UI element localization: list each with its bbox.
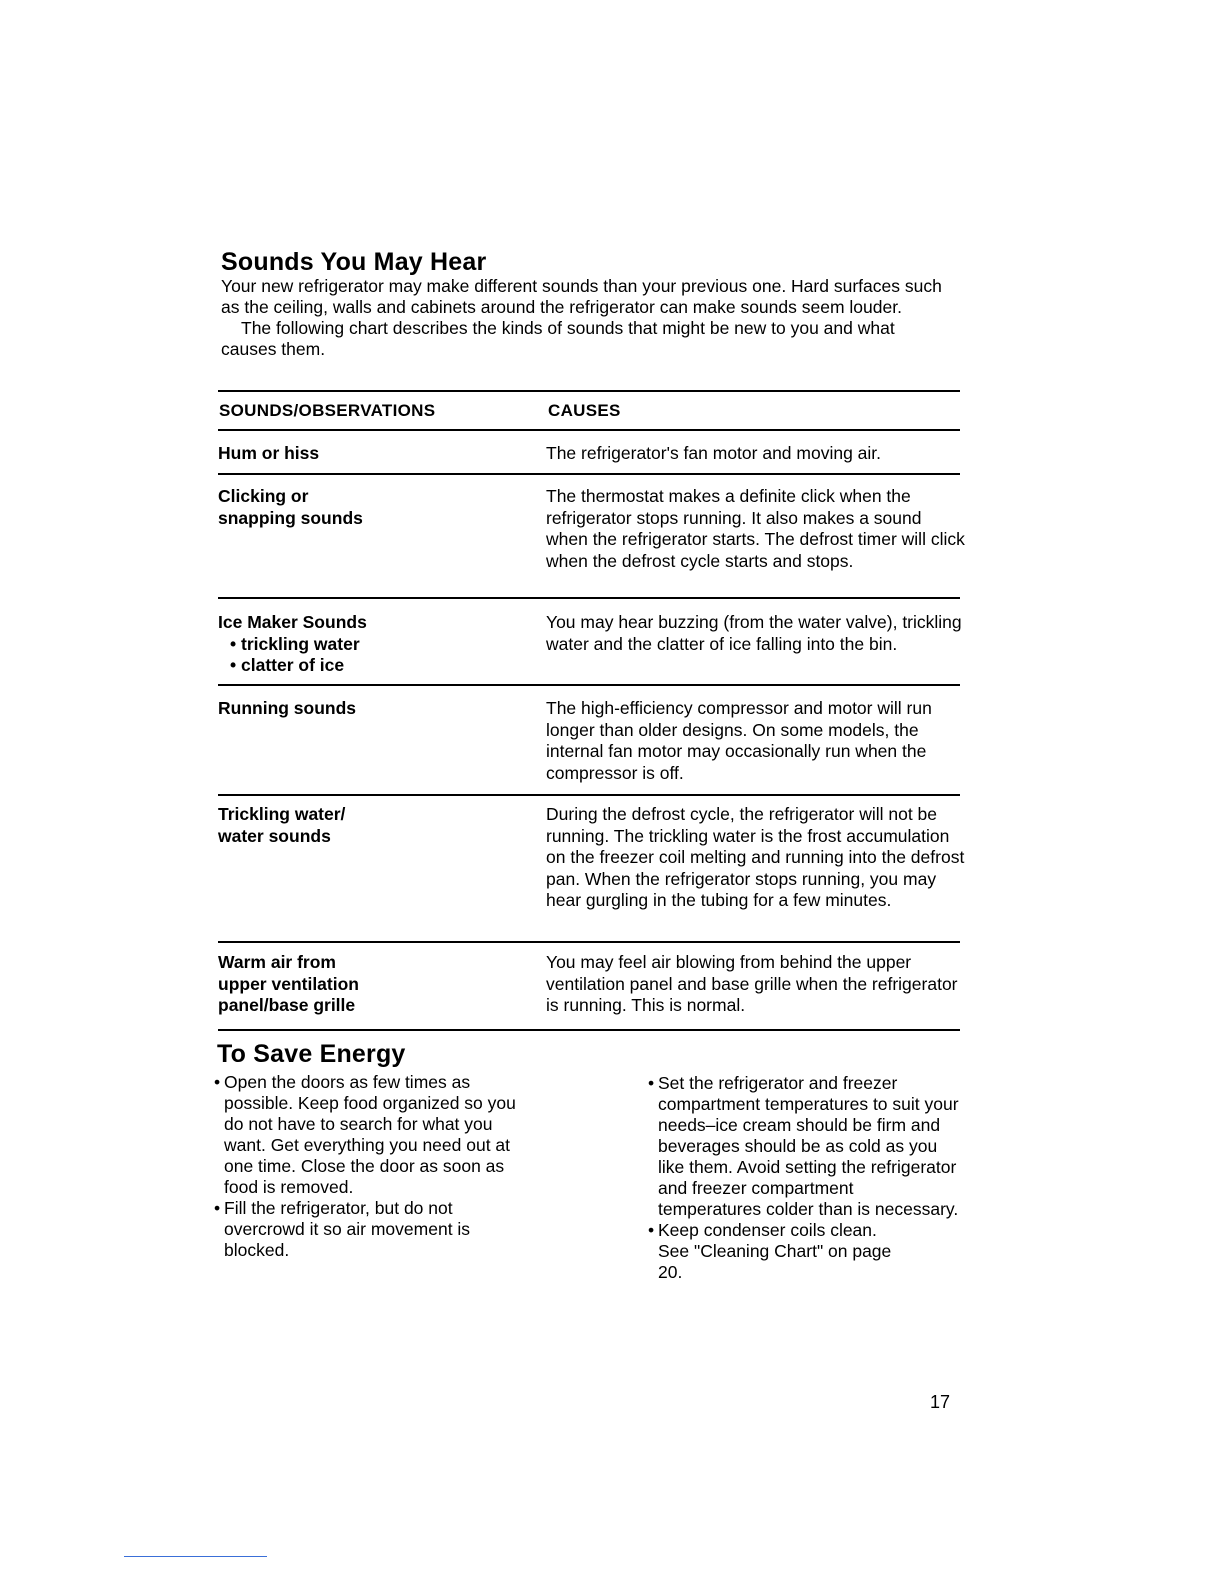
table-top-rule: [218, 390, 960, 392]
list-item: [214, 1198, 524, 1261]
cause-cell: The high-efficiency compressor and motor will run longer than older designs. On some models, the internal fan motor may occasionally run when the compressor is off.: [546, 698, 932, 783]
row-rule: [218, 794, 960, 796]
sound-label: Ice Maker Sounds: [218, 612, 367, 632]
energy-tips-left: [214, 1072, 524, 1261]
cause-cell: You may feel air blowing from behind the upper ventilation panel and base grille when the refrigerator is running. This is normal.: [546, 952, 958, 1015]
row-rule: [218, 684, 960, 686]
cause-cell: The thermostat makes a definite click when the refrigerator stops running. It also makes a sound when the refrigerator starts. The defrost timer will click when the defrost cycle starts and stops.: [546, 486, 965, 571]
tip-text: Set the refrigerator and freezer compartment temperatures to suit your needs–ice cream should be firm and beverages should be as cold as you like them. Avoid setting the refrigerator and freezer compartment temperatures colder than is necessary.: [658, 1073, 959, 1219]
bullet-icon: •: [648, 1220, 655, 1240]
cause-cell: During the defrost cycle, the refrigerator will not be running. The trickling water is the frost accumulation on the freezer coil melting and running into the defrost pan. When the refrigerator stops running, you may hear gurgling in the tubing for a few minutes.: [546, 804, 965, 910]
bullet-icon: •: [214, 1198, 221, 1218]
section-title-energy: To Save Energy: [217, 1040, 406, 1068]
header-sounds: SOUNDS/OBSERVATIONS: [219, 401, 436, 420]
tip-text: Fill the refrigerator, but do not overcrowd it so air movement is blocked.: [224, 1198, 471, 1260]
intro-paragraph-1: Your new refrigerator may make different sounds than your previous one. Hard surfaces such as the ceiling, walls and cabinets around the refrigerator can make sounds seem louder.: [221, 276, 942, 317]
sound-cell: [218, 804, 518, 847]
bullet-icon: •: [214, 1072, 221, 1092]
sound-label: upper ventilation: [218, 973, 359, 994]
sound-sublabel: • clatter of ice: [230, 655, 345, 675]
sound-label: Trickling water/: [218, 804, 346, 824]
page-number: 17: [930, 1392, 951, 1412]
row-rule: [218, 597, 960, 599]
bullet-icon: •: [648, 1073, 655, 1093]
intro-paragraph-2: The following chart describes the kinds of sounds that might be new to you and what causes them.: [221, 318, 895, 359]
sound-label: water sounds: [218, 825, 331, 846]
sound-cell: [218, 443, 518, 465]
list-item: [648, 1073, 960, 1220]
sound-label: Running sounds: [218, 698, 357, 718]
energy-tips-right: [648, 1073, 960, 1283]
section-title-sounds: Sounds You May Hear: [221, 248, 487, 276]
footer-line: [124, 1556, 267, 1557]
sound-label: panel/base grille: [218, 995, 356, 1015]
cause-cell: The refrigerator's fan motor and moving air.: [546, 443, 882, 463]
sound-cell: [218, 486, 518, 529]
tip-text: Keep condenser coils clean. See "Cleaning Chart" on page 20.: [658, 1220, 892, 1282]
list-item: [648, 1220, 960, 1283]
sound-cell: [218, 612, 518, 677]
sound-sublabel: • trickling water: [230, 633, 360, 654]
sound-label: Warm air from: [218, 952, 336, 972]
sound-cell: [218, 952, 518, 1017]
sound-label: snapping sounds: [218, 507, 363, 528]
header-rule: [218, 429, 960, 431]
row-rule: [218, 473, 960, 475]
cause-cell: You may hear buzzing (from the water valve), trickling water and the clatter of ice falling into the bin.: [546, 612, 962, 654]
table-bottom-rule: [218, 1029, 960, 1031]
row-rule: [218, 941, 960, 943]
header-causes: CAUSES: [548, 401, 621, 420]
sounds-intro: [221, 276, 951, 360]
list-item: [214, 1072, 524, 1198]
sound-label: Hum or hiss: [218, 443, 320, 463]
sound-label: Clicking or: [218, 486, 309, 506]
sound-cell: [218, 698, 518, 720]
tip-text: Open the doors as few times as possible. Keep food organized so you do not have to search for what you want. Get everything you need out at one time. Close the door as soon as food is removed.: [224, 1072, 516, 1197]
